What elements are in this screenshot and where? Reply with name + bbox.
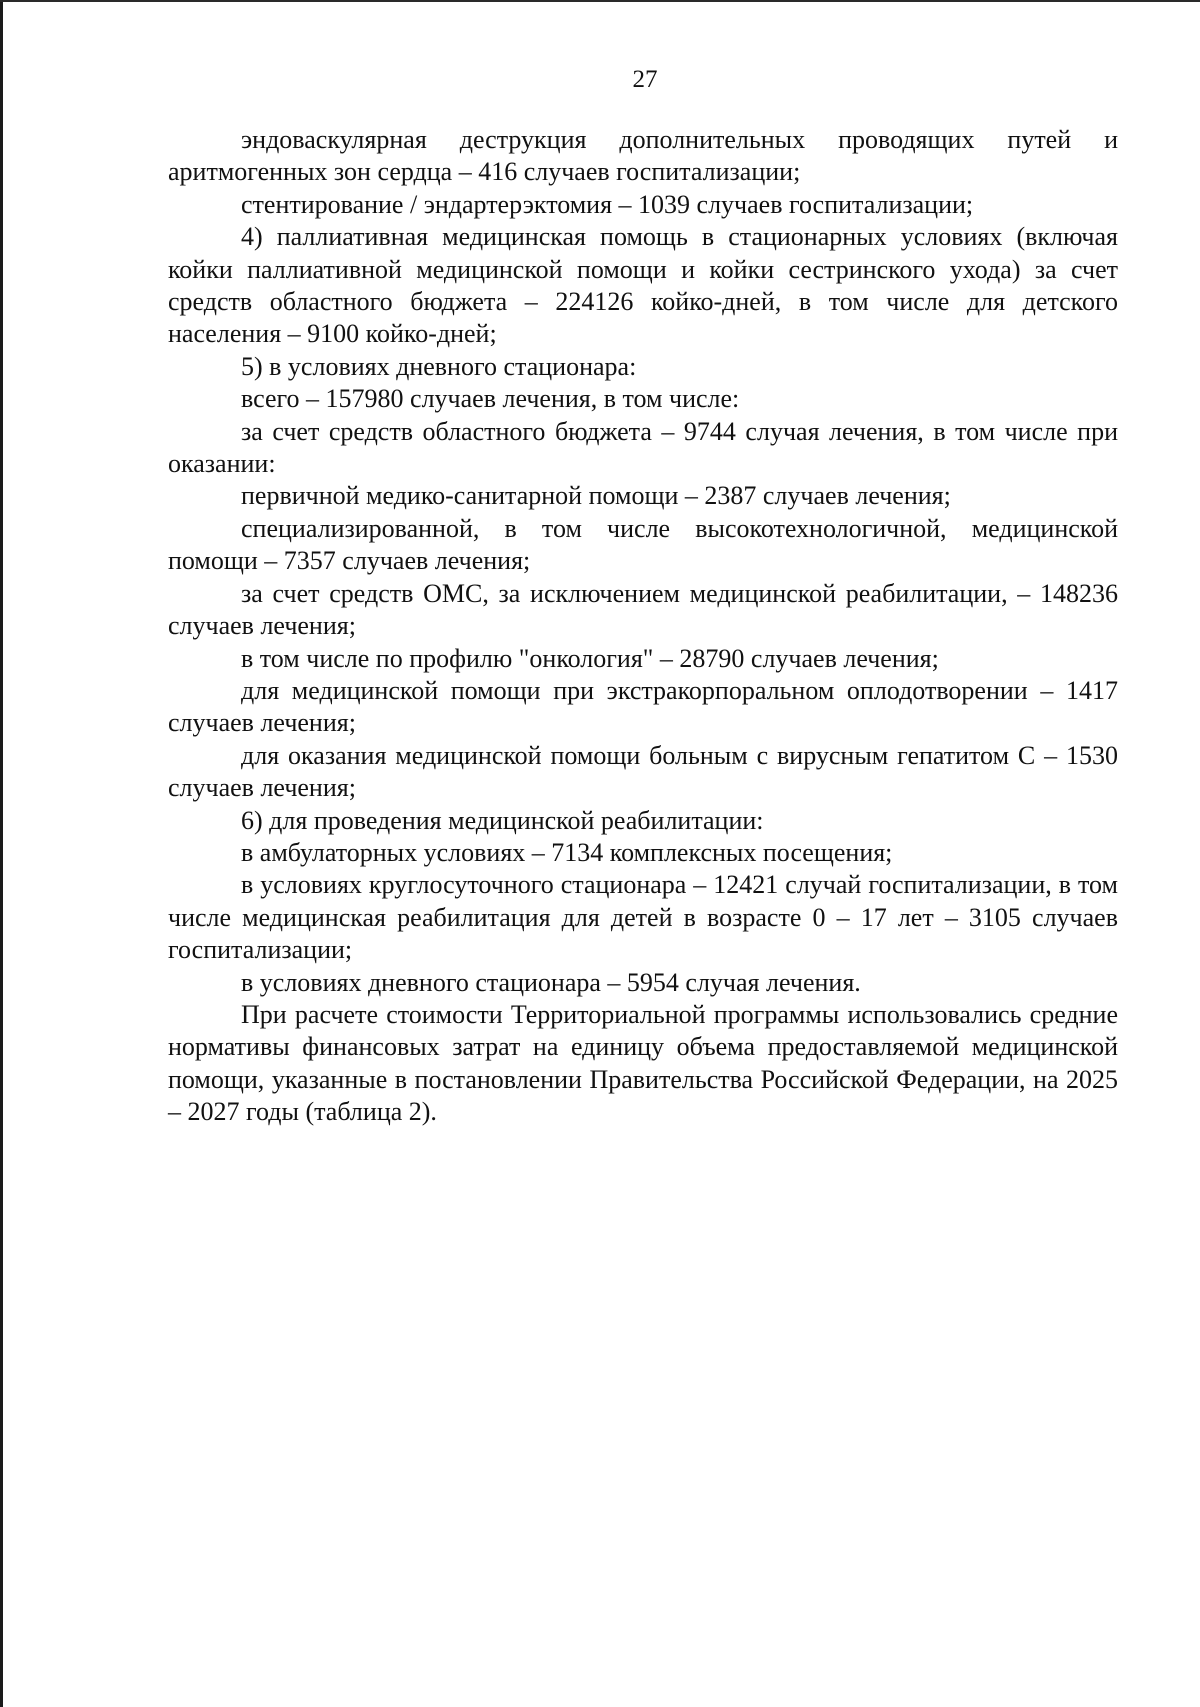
paragraph: за счет средств ОМС, за исключением медицинской реабилитации, – 148236 случаев лечения; [168,578,1118,641]
paragraph: эндоваскулярная деструкция дополнительных проводящих путей и аритмогенных зон сердца – 416 случаев госпитализации; [168,125,1118,187]
page-number: 27 [632,66,658,93]
paragraph: для медицинской помощи при экстракорпоральном оплодотворении – 1417 случаев лечения; [168,675,1118,738]
paragraph: всего – 157980 случаев лечения, в том числе: [241,384,740,414]
paragraph: в условиях круглосуточного стационара – 12421 случай госпитализации, в том числе медицинская реабилитация для детей в возрасте 0 – 17 лет – 3105 случаев госпитализации; [168,870,1118,965]
paragraph: стентирование / эндартерэктомия – 1039 случаев госпитализации; [241,189,974,219]
paragraph: для оказания медицинской помощи больным с вирусным гепатитом С – 1530 случаев лечения; [168,740,1118,803]
paragraph: в амбулаторных условиях – 7134 комплексных посещения; [241,837,893,867]
paragraph: При расчете стоимости Территориальной программы использовались средние нормативы финансовых затрат на единицу объема предоставляемой медицинской помощи, указанные в постановлении Правительства Российской Федерации, на 2025 – 2027 годы (таблица 2). [168,999,1118,1127]
paragraph: 6) для проведения медицинской реабилитации: [241,805,764,835]
paragraph: первичной медико-санитарной помощи – 2387 случаев лечения; [241,481,951,511]
paragraph: 4) паллиативная медицинская помощь в стационарных условиях (включая койки паллиативной медицинской помощи и койки сестринского ухода) за счет средств областного бюджета – 224126 койко-дней, в том числе для детского населения – 9100 койко-дней; [168,222,1118,349]
paragraph: в условиях дневного стационара – 5954 случая лечения. [241,967,861,997]
scan-edge-top [0,0,1200,2]
scan-edge-left [0,0,3,1707]
paragraph: специализированной, в том числе высокотехнологичной, медицинской помощи – 7357 случаев лечения; [168,513,1118,576]
paragraph: 5) в условиях дневного стационара: [241,351,637,381]
paragraph: в том числе по профилю "онкология" – 28790 случаев лечения; [241,643,939,673]
document-body [168,124,1118,1129]
paragraph: за счет средств областного бюджета – 9744 случая лечения, в том числе при оказании: [168,416,1118,479]
